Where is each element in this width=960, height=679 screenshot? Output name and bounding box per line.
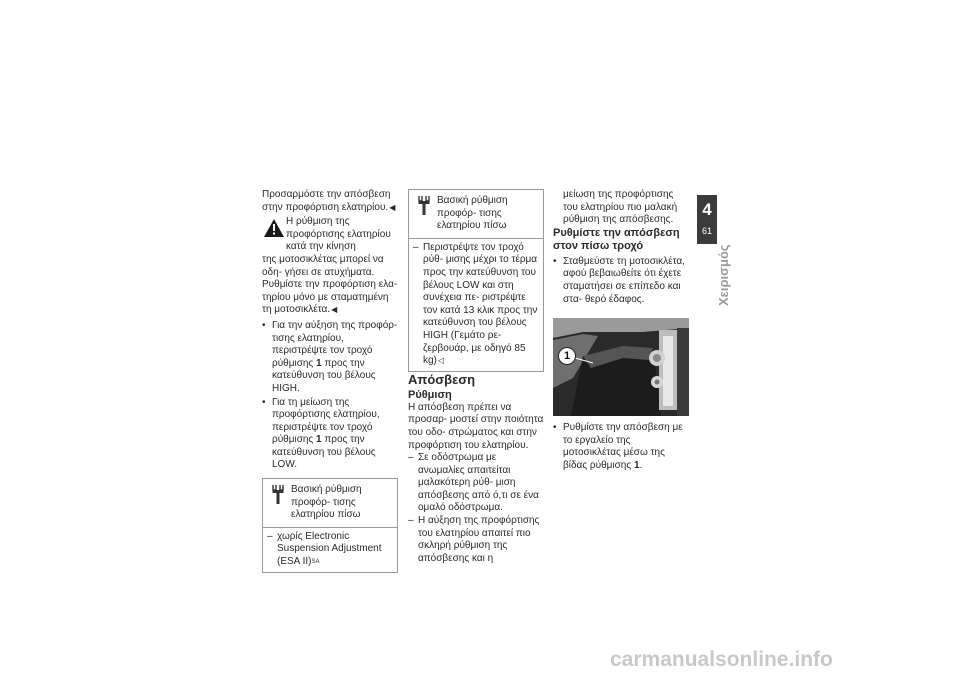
box-body [409, 239, 543, 371]
box-item: – χωρίς Electronic Suspension Adjustment (ESA II)$^{SA}$ [267, 531, 393, 569]
watermark: carmanualsonline.info [610, 648, 833, 671]
warning-para: Ρυθμίστε την προφόρτιση ελα- τηρίου μόνο με σταματημένη τη μοτοσικλέτα.◀ [262, 279, 398, 316]
end-triangle-icon: ◀ [331, 305, 338, 315]
intro-text: Προσαρμόστε την απόσβεση στην προφόρτιση ελατηρίου.◀ [262, 189, 396, 213]
column-3-bottom [553, 421, 689, 472]
column-3 [553, 189, 689, 306]
box-body [263, 528, 397, 572]
photo-drawing [553, 318, 689, 416]
bullet-increase: • Για την αύξηση της προφόρ- τισης ελατηρίου, περιστρέψτε τον τροχό ρύθμισης 1 προς την κατεύθυνση του βέλους HIGH. [262, 320, 398, 396]
chapter-side-label: Χειρισμός [716, 244, 731, 306]
box-title: Βασική ρύθμιση προφόρ- τισης ελατηρίου πίσω [291, 484, 362, 521]
damping-para: Η απόσβεση πρέπει να προσαρ- μοστεί στην ποιότητα του οδο- στρώματος και στην προφόρτιση του ελατηρίου. [408, 401, 544, 451]
open-triangle-icon: ◁ [437, 356, 445, 366]
rear-shock-photo [553, 318, 689, 416]
dash-item-2: – Η αύξηση της προφόρτισης του ελατηρίου απαιτεί πιο σκληρή ρύθμιση της απόσβεσης και η [408, 515, 544, 565]
chapter-number: 4 [702, 200, 712, 219]
rear-damping-heading: Ρυθμίστε την απόσβεση στον πίσω τροχό [553, 226, 680, 253]
box-title: Βασική ρύθμιση προφόρ- τισης ελατηρίου πίσω [437, 195, 508, 232]
continued-text: μείωση της προφόρτισης του ελατηρίου πιο μαλακή ρύθμιση της απόσβεσης. [563, 189, 678, 226]
page-number: 61 [701, 226, 712, 236]
warning-text-a: Η ρύθμιση της προφόρτισης ελατηρίου κατά την κίνηση [286, 216, 391, 253]
basic-setting-box [262, 478, 398, 573]
wrench-icon [417, 195, 431, 217]
dash-item-1: – Σε οδόστρωμα με ανωμαλίες απαιτείται μαλακότερη ρύθ- μιση απόσβεσης από ό,τι σε ένα ομαλό οδόστρωμα. [408, 452, 544, 515]
sub-heading: Ρύθμιση [408, 388, 452, 401]
box-header [409, 190, 543, 239]
wrench-icon [271, 484, 285, 506]
warning-block [262, 216, 398, 317]
box-item: – Περιστρέψτε τον τροχό ρύθ- μισης μέχρι το τέρμα προς την κατεύθυνση του βέλους LOW και στη συνέχεια πε- ριστρέψτε τον κατά 13 κλικ προς την κατεύθυνση του βέλους HIGH (Γεμάτο ρε- ζερβουάρ, με οδηγό 85 kg)◁ [413, 242, 539, 368]
bullet-decrease: • Για τη μείωση της προφόρτισης ελατηρίου, περιστρέψτε τον τροχό ρύθμισης 1 προς την κατεύθυνση του βέλους LOW. [262, 397, 398, 473]
bullet-adjust: • Ρυθμίστε την απόσβεση με το εργαλείο της μοτοσικλέτας μέσω της βίδας ρύθμισης 1. [553, 422, 689, 472]
basic-setting-box-2 [408, 189, 544, 372]
section-heading: Απόσβεση [408, 371, 476, 387]
callout-label: 1 [558, 347, 576, 365]
warning-text-b: της μοτοσικλέτας μπορεί να οδη- γήσει σε ατυχήματα. [262, 253, 384, 278]
box-header [263, 479, 397, 528]
end-triangle-icon: ◀ [389, 202, 396, 212]
bullet-park: • Σταθμεύστε τη μοτοσικλέτα, αφού βεβαιωθείτε ότι έχετε σταματήσει σε επίπεδο και στα- θερό έδαφος. [553, 256, 689, 306]
column-1 [262, 189, 398, 573]
column-2 [408, 189, 544, 565]
warning-triangle-icon [264, 219, 284, 237]
